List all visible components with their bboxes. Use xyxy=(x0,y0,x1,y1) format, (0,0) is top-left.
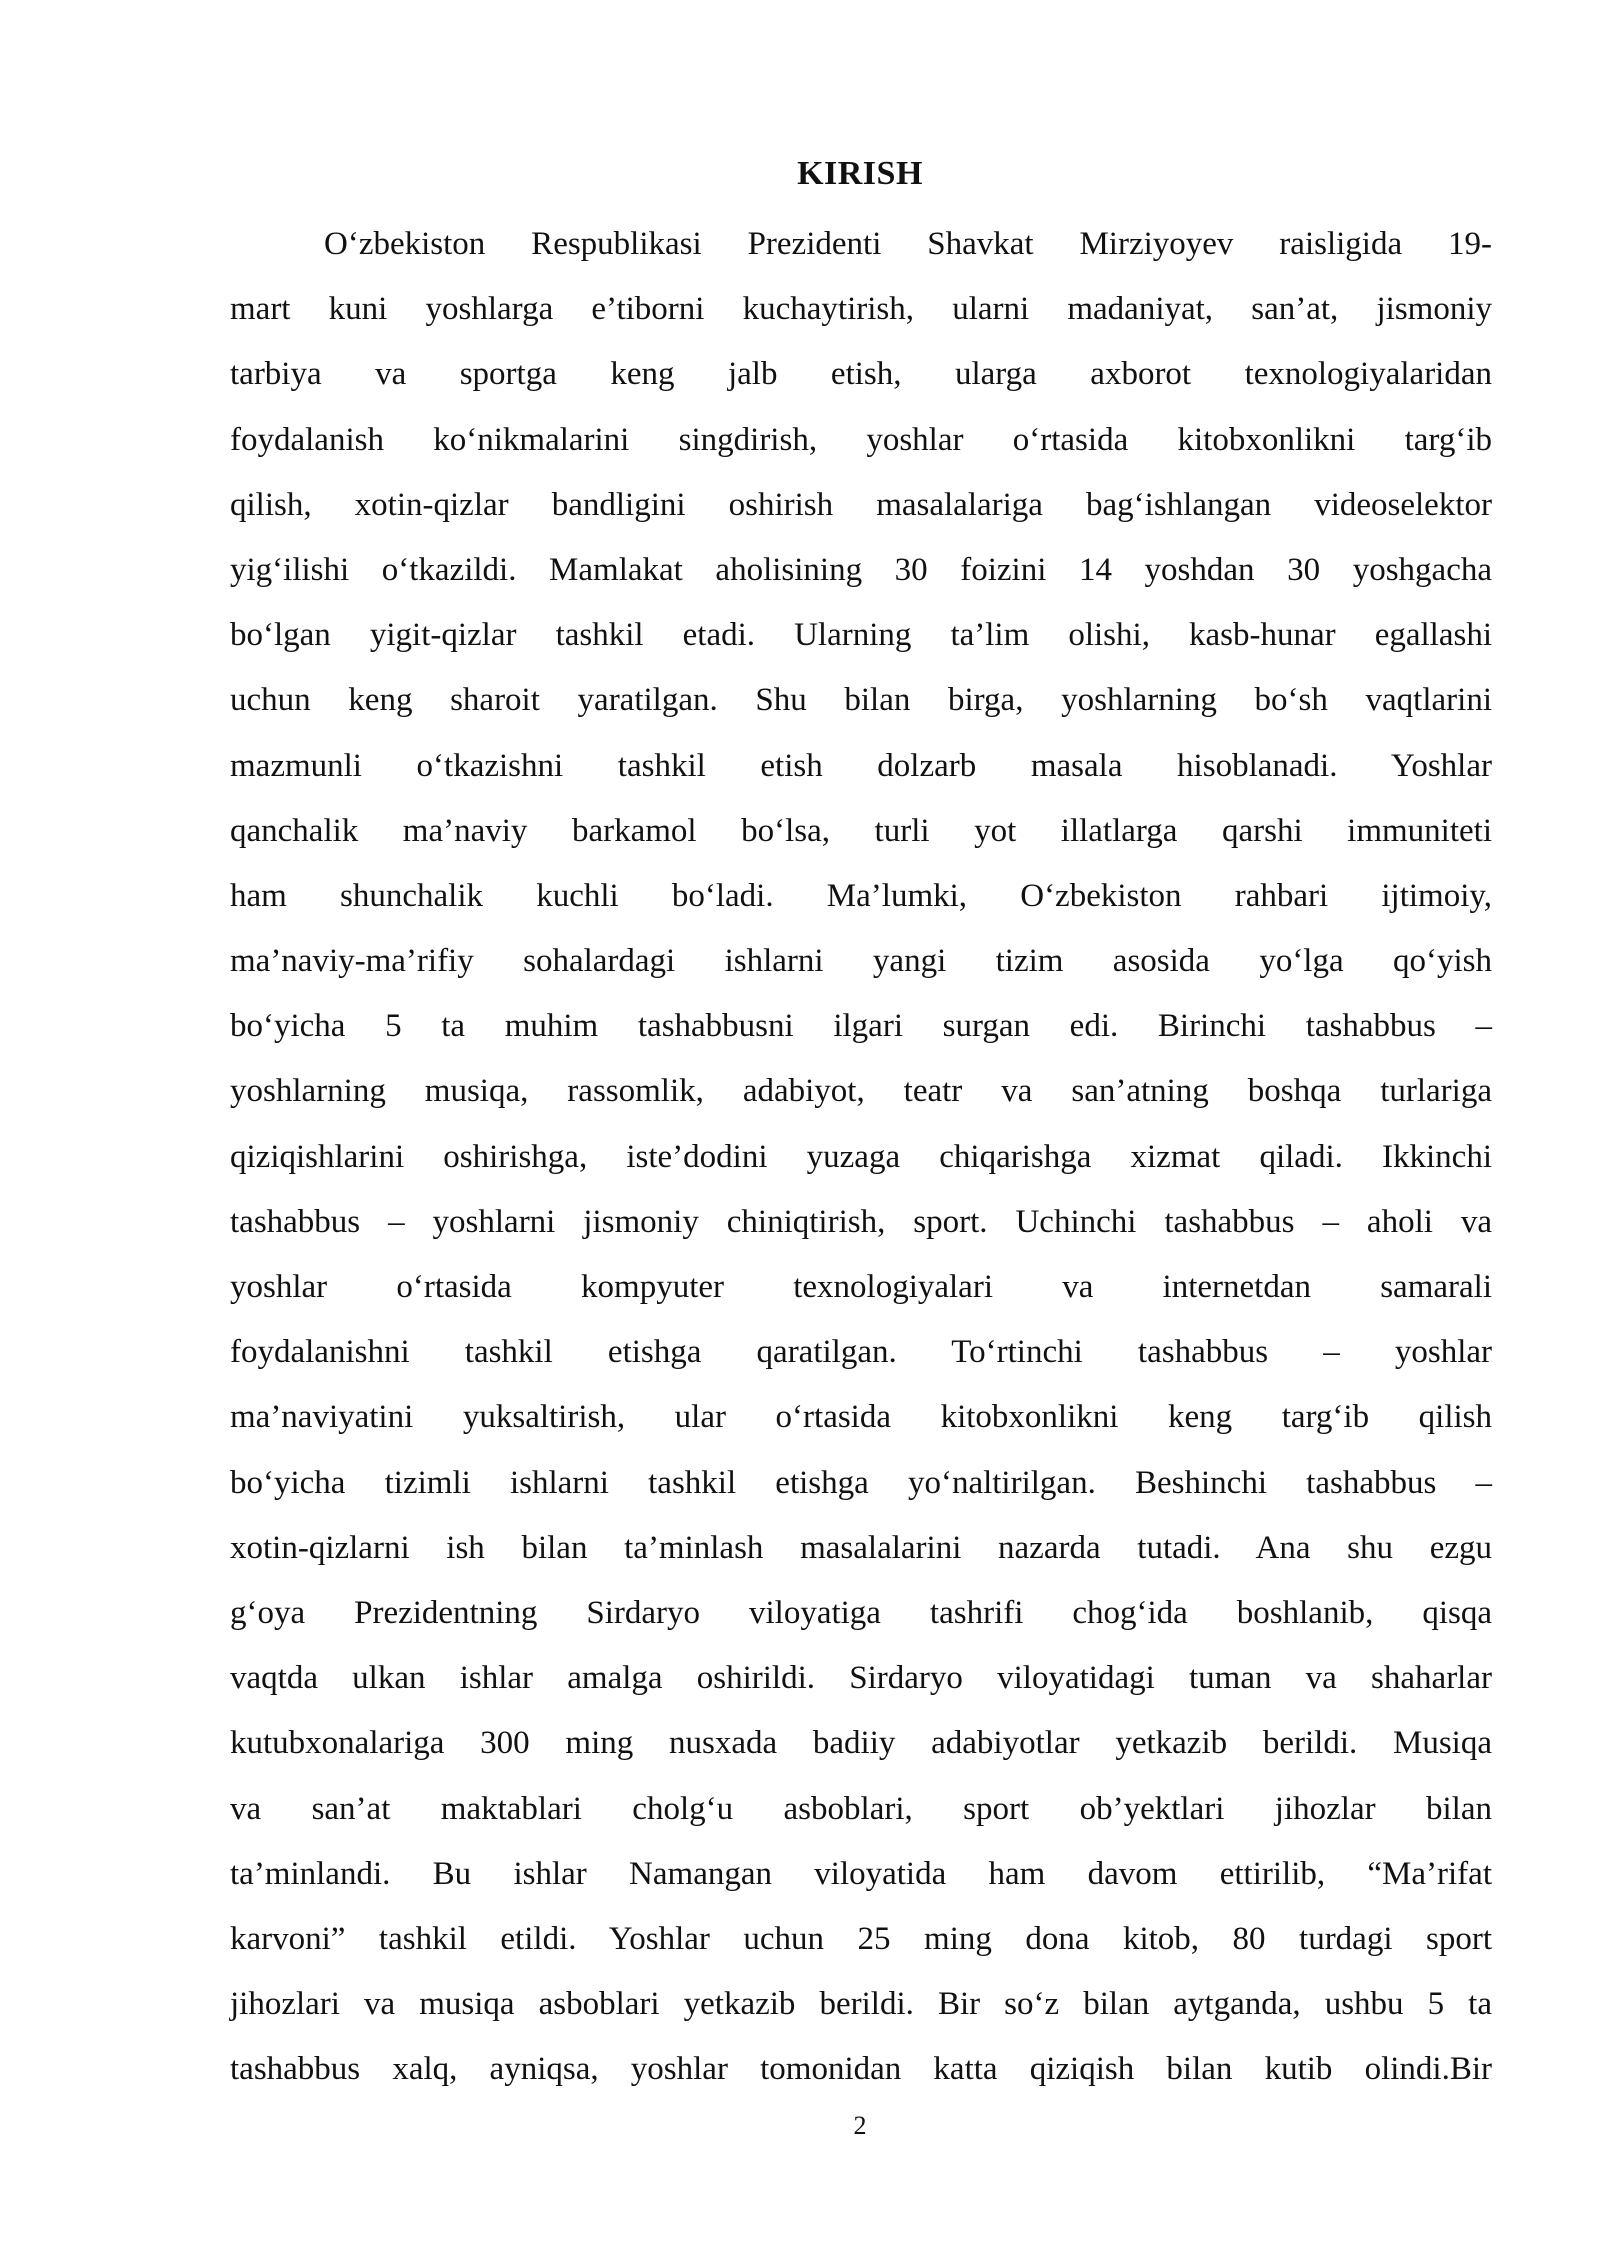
text-line: vaqtda ulkan ishlar amalga oshirildi. Sirdaryo viloyatidagi tuman va shaharlar xyxy=(230,1660,1492,1697)
text-line: uchun keng sharoit yaratilgan. Shu bilan birga, yoshlarning bo‘sh vaqtlarini xyxy=(230,682,1492,719)
text-line: ta’minlandi. Bu ishlar Namangan viloyatida ham davom ettirilib, “Ma’rifat xyxy=(230,1855,1492,1892)
page-number: 2 xyxy=(853,2111,867,2140)
text-line: ham shunchalik kuchli bo‘ladi. Ma’lumki, O‘zbekiston rahbari ijtimoiy, xyxy=(230,877,1492,914)
text-line: bo‘lgan yigit-qizlar tashkil etadi. Ularning ta’lim olishi, kasb-hunar egallashi xyxy=(230,617,1492,654)
text-line: ma’naviyatini yuksaltirish, ular o‘rtasida kitobxonlikni keng targ‘ib qilish xyxy=(230,1399,1492,1436)
section-heading: KIRISH xyxy=(797,155,923,192)
body-paragraph xyxy=(230,212,1492,2102)
text-line: mazmunli o‘tkazishni tashkil etish dolzarb masala hisoblanadi. Yoshlar xyxy=(230,747,1492,784)
text-line: yoshlarning musiqa, rassomlik, adabiyot, teatr va san’atning boshqa turlariga xyxy=(230,1073,1492,1110)
text-line: O‘zbekiston Respublikasi Prezidenti Shavkat Mirziyoyev raisligida 19- xyxy=(324,226,1492,262)
text-line: qilish, xotin-qizlar bandligini oshirish masalalariga bag‘ishlangan videoselektor xyxy=(230,486,1492,523)
text-line: bo‘yicha tizimli ishlarni tashkil etishga yo‘naltirilgan. Beshinchi tashabbus – xyxy=(230,1464,1492,1501)
text-line: va san’at maktablari cholg‘u asboblari, sport ob’yektlari jihozlar bilan xyxy=(230,1790,1492,1827)
text-line: karvoni” tashkil etildi. Yoshlar uchun 25 ming dona kitob, 80 turdagi sport xyxy=(230,1920,1492,1957)
text-line: ma’naviy-ma’rifiy sohalardagi ishlarni yangi tizim asosida yo‘lga qo‘yish xyxy=(230,943,1492,980)
text-line: qanchalik ma’naviy barkamol bo‘lsa, turli yot illatlarga qarshi immuniteti xyxy=(230,812,1492,849)
text-line: yoshlar o‘rtasida kompyuter texnologiyalari va internetdan samarali xyxy=(230,1269,1492,1305)
text-line: jihozlari va musiqa asboblari yetkazib berildi. Bir so‘z bilan aytganda, ushbu 5 ta xyxy=(230,1986,1492,2023)
text-line: yig‘ilishi o‘tkazildi. Mamlakat aholisining 30 foizini 14 yoshdan 30 yoshgacha xyxy=(230,551,1492,588)
text-line: tashabbus – yoshlarni jismoniy chiniqtirish, sport. Uchinchi tashabbus – aholi va xyxy=(230,1203,1492,1240)
text-line: bo‘yicha 5 ta muhim tashabbusni ilgari surgan edi. Birinchi tashabbus – xyxy=(230,1008,1492,1045)
text-line: tarbiya va sportga keng jalb etish, ularga axborot texnologiyalaridan xyxy=(230,356,1492,393)
text-line: xotin-qizlarni ish bilan ta’minlash masalalarini nazarda tutadi. Ana shu ezgu xyxy=(230,1529,1492,1566)
text-line: g‘oya Prezidentning Sirdaryo viloyatiga tashrifi chog‘ida boshlanib, qisqa xyxy=(230,1594,1492,1631)
text-line: mart kuni yoshlarga e’tiborni kuchaytirish, ularni madaniyat, san’at, jismoniy xyxy=(230,291,1492,328)
text-line: foydalanish ko‘nikmalarini singdirish, yoshlar o‘rtasida kitobxonlikni targ‘ib xyxy=(230,421,1492,458)
text-line: foydalanishni tashkil etishga qaratilgan. To‘rtinchi tashabbus – yoshlar xyxy=(230,1334,1492,1371)
text-line: qiziqishlarini oshirishga, iste’dodini yuzaga chiqarishga xizmat qiladi. Ikkinchi xyxy=(230,1138,1492,1175)
text-line: tashabbus xalq, ayniqsa, yoshlar tomonidan katta qiziqish bilan kutib olindi.Bir xyxy=(230,2051,1492,2088)
text-line: kutubxonalariga 300 ming nusxada badiiy adabiyotlar yetkazib berildi. Musiqa xyxy=(230,1725,1492,1762)
